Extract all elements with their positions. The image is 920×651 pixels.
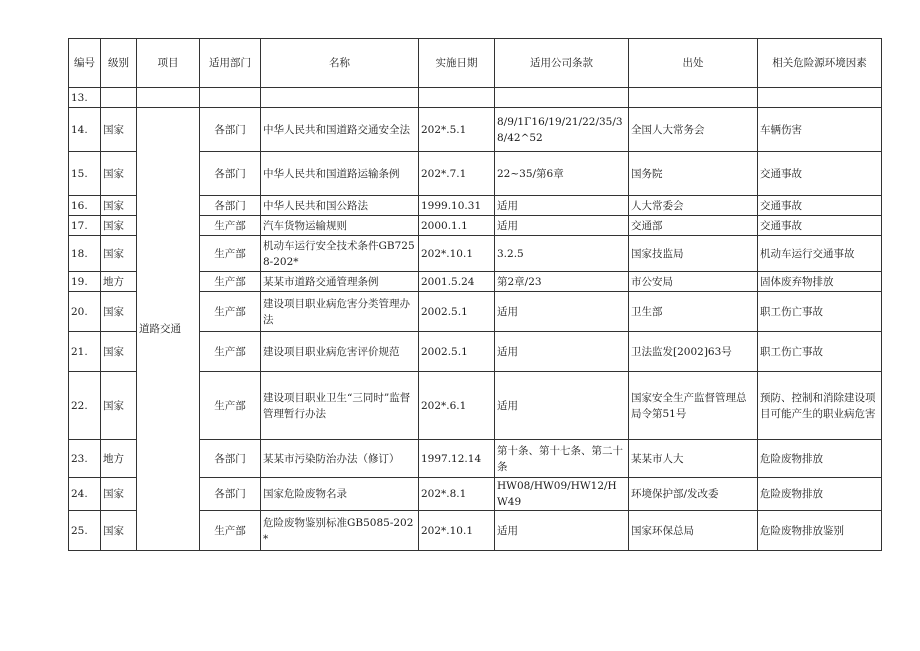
cell-level: 国家 xyxy=(101,152,137,196)
cell-factor: 职工伤亡事故 xyxy=(758,292,882,332)
cell-no: 18. xyxy=(69,236,101,272)
cell-no: 15. xyxy=(69,152,101,196)
cell-dept: 各部门 xyxy=(200,478,261,511)
cell-source: 交通部 xyxy=(629,216,758,236)
cell-name: 汽车货物运输规则 xyxy=(261,216,419,236)
cell-clause: 适用 xyxy=(495,372,629,440)
cell-factor: 机动车运行交通事故 xyxy=(758,236,882,272)
cell-date: 2002.5.1 xyxy=(419,332,495,372)
cell-factor: 交通事故 xyxy=(758,152,882,196)
cell-dept xyxy=(200,88,261,108)
cell-clause: 8/9/1Γ16/19/21/22/35/38/42^52 xyxy=(495,108,629,152)
cell-clause: 适用 xyxy=(495,216,629,236)
cell-clause: 第2章/23 xyxy=(495,272,629,292)
cell-name: 中华人民共和国道路运输条例 xyxy=(261,152,419,196)
cell-no: 16. xyxy=(69,196,101,216)
cell-name: 中华人民共和国道路交通安全法 xyxy=(261,108,419,152)
cell-level: 国家 xyxy=(101,478,137,511)
cell-no: 14. xyxy=(69,108,101,152)
cell-level: 国家 xyxy=(101,292,137,332)
cell-factor xyxy=(758,88,882,108)
cell-date: 2002.5.1 xyxy=(419,292,495,332)
cell-dept: 生产部 xyxy=(200,292,261,332)
cell-level: 国家 xyxy=(101,196,137,216)
header-level: 级别 xyxy=(101,39,137,88)
header-date: 实施日期 xyxy=(419,39,495,88)
cell-name: 危险废物鉴别标准GB5085-202* xyxy=(261,511,419,551)
cell-clause: 第十条、第十七条、第二十条 xyxy=(495,440,629,478)
cell-date: 2000.1.1 xyxy=(419,216,495,236)
cell-dept: 各部门 xyxy=(200,440,261,478)
cell-factor: 职工伤亡事故 xyxy=(758,332,882,372)
header-dept: 适用部门 xyxy=(200,39,261,88)
cell-source: 全国人大常务会 xyxy=(629,108,758,152)
cell-date: 202*.10.1 xyxy=(419,511,495,551)
cell-date: 202*.6.1 xyxy=(419,372,495,440)
cell-factor: 交通事故 xyxy=(758,216,882,236)
cell-factor: 危险废物排放 xyxy=(758,440,882,478)
cell-dept: 生产部 xyxy=(200,216,261,236)
header-no: 编号 xyxy=(69,39,101,88)
cell-dept: 生产部 xyxy=(200,236,261,272)
cell-name: 国家危险废物名录 xyxy=(261,478,419,511)
cell-dept: 生产部 xyxy=(200,272,261,292)
cell-source xyxy=(629,88,758,108)
cell-name: 建设项目职业病危害评价规范 xyxy=(261,332,419,372)
header-source: 出处 xyxy=(629,39,758,88)
cell-date: 1999.10.31 xyxy=(419,196,495,216)
cell-source: 国家技监局 xyxy=(629,236,758,272)
cell-source: 国家安全生产监督管理总局令第51号 xyxy=(629,372,758,440)
cell-clause: HW08/HW09/HW12/HW49 xyxy=(495,478,629,511)
header-name: 名称 xyxy=(261,39,419,88)
cell-level: 国家 xyxy=(101,372,137,440)
cell-level: 国家 xyxy=(101,511,137,551)
cell-dept: 生产部 xyxy=(200,372,261,440)
cell-no: 17. xyxy=(69,216,101,236)
cell-name xyxy=(261,88,419,108)
header-project: 项目 xyxy=(137,39,200,88)
cell-dept: 生产部 xyxy=(200,511,261,551)
cell-no: 24. xyxy=(69,478,101,511)
cell-name: 某某市污染防治办法（修订） xyxy=(261,440,419,478)
cell-project xyxy=(137,88,200,108)
regulations-table xyxy=(68,38,882,551)
cell-date: 202*.10.1 xyxy=(419,236,495,272)
cell-dept: 各部门 xyxy=(200,152,261,196)
cell-level: 国家 xyxy=(101,236,137,272)
cell-date: 1997.12.14 xyxy=(419,440,495,478)
cell-factor: 危险废物排放 xyxy=(758,478,882,511)
cell-level xyxy=(101,88,137,108)
cell-level: 国家 xyxy=(101,108,137,152)
cell-source: 人大常委会 xyxy=(629,196,758,216)
header-factor: 相关危险源环境因素 xyxy=(758,39,882,88)
cell-source: 市公安局 xyxy=(629,272,758,292)
cell-clause xyxy=(495,88,629,108)
cell-date xyxy=(419,88,495,108)
cell-source: 环境保护部/发改委 xyxy=(629,478,758,511)
cell-level: 地方 xyxy=(101,272,137,292)
cell-dept: 各部门 xyxy=(200,108,261,152)
cell-name: 某某市道路交通管理条例 xyxy=(261,272,419,292)
cell-name: 机动车运行安全技术条件GB7258-202* xyxy=(261,236,419,272)
cell-no: 20. xyxy=(69,292,101,332)
cell-no: 21. xyxy=(69,332,101,372)
cell-level: 国家 xyxy=(101,216,137,236)
cell-source: 国务院 xyxy=(629,152,758,196)
cell-factor: 交通事故 xyxy=(758,196,882,216)
cell-source: 某某市人大 xyxy=(629,440,758,478)
header-clause: 适用公司条款 xyxy=(495,39,629,88)
cell-clause: 3.2.5 xyxy=(495,236,629,272)
cell-clause: 适用 xyxy=(495,332,629,372)
cell-level: 地方 xyxy=(101,440,137,478)
table-row xyxy=(69,88,882,108)
cell-date: 2001.5.24 xyxy=(419,272,495,292)
header-row xyxy=(69,39,882,88)
cell-clause: 适用 xyxy=(495,196,629,216)
cell-name: 建设项目职业卫生“三同时”监督管理暂行办法 xyxy=(261,372,419,440)
cell-name: 建设项目职业病危害分类管理办法 xyxy=(261,292,419,332)
cell-level: 国家 xyxy=(101,332,137,372)
cell-factor: 预防、控制和消除建设项目可能产生的职业病危害 xyxy=(758,372,882,440)
cell-factor: 车辆伤害 xyxy=(758,108,882,152)
table-row xyxy=(69,108,882,152)
cell-no: 13. xyxy=(69,88,101,108)
cell-dept: 生产部 xyxy=(200,332,261,372)
cell-name: 中华人民共和国公路法 xyxy=(261,196,419,216)
cell-factor: 危险废物排放鉴别 xyxy=(758,511,882,551)
cell-project-group: 道路交通 xyxy=(137,108,200,551)
cell-no: 19. xyxy=(69,272,101,292)
cell-source: 卫法监发[2002]63号 xyxy=(629,332,758,372)
cell-source: 卫生部 xyxy=(629,292,758,332)
cell-clause: 适用 xyxy=(495,511,629,551)
cell-no: 25. xyxy=(69,511,101,551)
cell-date: 202*.8.1 xyxy=(419,478,495,511)
cell-clause: 22~35/第6章 xyxy=(495,152,629,196)
cell-no: 23. xyxy=(69,440,101,478)
cell-dept: 各部门 xyxy=(200,196,261,216)
cell-source: 国家环保总局 xyxy=(629,511,758,551)
cell-date: 202*.7.1 xyxy=(419,152,495,196)
cell-no: 22. xyxy=(69,372,101,440)
cell-date: 202*.5.1 xyxy=(419,108,495,152)
cell-factor: 固体废弃物排放 xyxy=(758,272,882,292)
cell-clause: 适用 xyxy=(495,292,629,332)
